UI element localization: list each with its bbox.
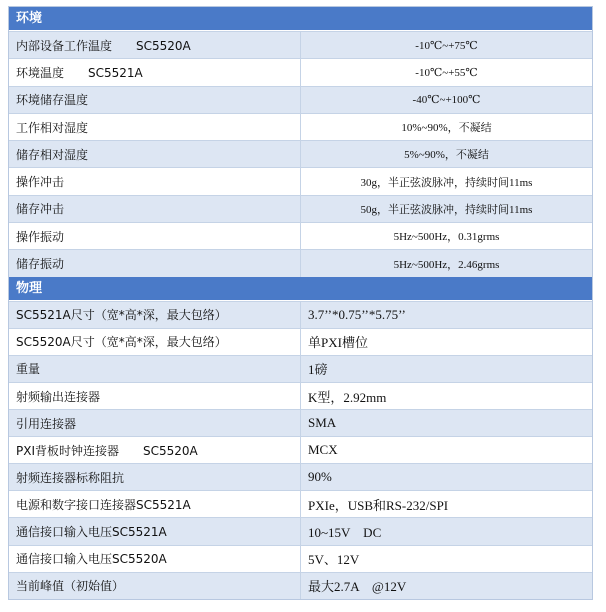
row-label: 重量 — [9, 356, 301, 382]
table-row — [9, 301, 592, 328]
table-row — [9, 355, 592, 382]
row-value: 5%~90%，不凝结 — [404, 149, 489, 162]
row-label: 工作相对湿度 — [9, 114, 301, 140]
table-row — [9, 490, 592, 517]
row-label: 射频输出连接器 — [9, 383, 301, 409]
section-header-physical: 物理 — [9, 277, 592, 301]
row-label: 操作冲击 — [9, 168, 301, 194]
row-label: SC5521A尺寸（宽*高*深，最大包络） — [9, 302, 301, 328]
row-label: 储存振动 — [9, 250, 301, 276]
table-row — [9, 31, 592, 58]
row-label: 通信接口输入电压SC5521A — [9, 518, 301, 544]
table-row — [9, 545, 592, 572]
row-value: 5V、12V — [308, 552, 360, 568]
row-value: 90% — [308, 469, 332, 485]
table-row — [9, 463, 592, 490]
table-row — [9, 409, 592, 436]
row-label: 内部设备工作温度 SC5520A — [9, 32, 301, 58]
row-value: 5Hz~500Hz，2.46grms — [393, 258, 500, 271]
row-value: 10%~90%，不凝结 — [401, 122, 492, 135]
row-value: MCX — [308, 442, 338, 458]
row-value: 50g，半正弦波脉冲，持续时间11ms — [360, 203, 533, 216]
row-label: 通信接口输入电压SC5520A — [9, 546, 301, 572]
row-value: 10~15V DC — [308, 524, 382, 540]
row-label: 环境储存温度 — [9, 87, 301, 113]
environment-section — [9, 7, 592, 277]
spec-table — [8, 6, 593, 600]
table-row — [9, 436, 592, 463]
row-label: PXI背板时钟连接器 SC5520A — [9, 437, 301, 463]
row-label: 电源和数字接口连接器SC5521A — [9, 491, 301, 517]
row-value: 1磅 — [308, 362, 328, 378]
row-value: 最大2.7A @12V — [308, 579, 407, 595]
row-label: 射频连接器标称阻抗 — [9, 464, 301, 490]
table-row — [9, 382, 592, 409]
row-label: SC5520A尺寸（宽*高*深，最大包络） — [9, 329, 301, 355]
row-value: 5Hz~500Hz，0.31grms — [393, 231, 500, 244]
row-value: 30g，半正弦波脉冲，持续时间11ms — [360, 176, 533, 189]
table-row — [9, 517, 592, 544]
table-row — [9, 58, 592, 85]
row-label: 储存相对湿度 — [9, 141, 301, 167]
table-row — [9, 328, 592, 355]
table-row — [9, 222, 592, 249]
table-row — [9, 86, 592, 113]
row-value: 单PXI槽位 — [308, 335, 368, 351]
row-label: 环境温度 SC5521A — [9, 59, 301, 85]
table-row — [9, 195, 592, 222]
table-row — [9, 140, 592, 167]
physical-section — [9, 277, 592, 599]
row-label: 当前峰值（初始值） — [9, 573, 301, 599]
section-header-environment: 环境 — [9, 7, 592, 31]
table-row — [9, 167, 592, 194]
row-value: K型，2.92mm — [308, 389, 387, 405]
row-value: -10℃~+75℃ — [415, 39, 478, 52]
row-value: -10℃~+55℃ — [415, 66, 478, 79]
row-value: 3.7’’*0.75’’*5.75’’ — [308, 306, 406, 322]
table-row — [9, 249, 592, 276]
row-value: SMA — [308, 415, 337, 431]
table-row — [9, 113, 592, 140]
row-label: 储存冲击 — [9, 196, 301, 222]
row-value: -40℃~+100℃ — [412, 94, 481, 107]
row-value: PXIe，USB和RS-232/SPI — [308, 497, 449, 513]
table-row — [9, 572, 592, 599]
row-label: 引用连接器 — [9, 410, 301, 436]
row-label: 操作振动 — [9, 223, 301, 249]
